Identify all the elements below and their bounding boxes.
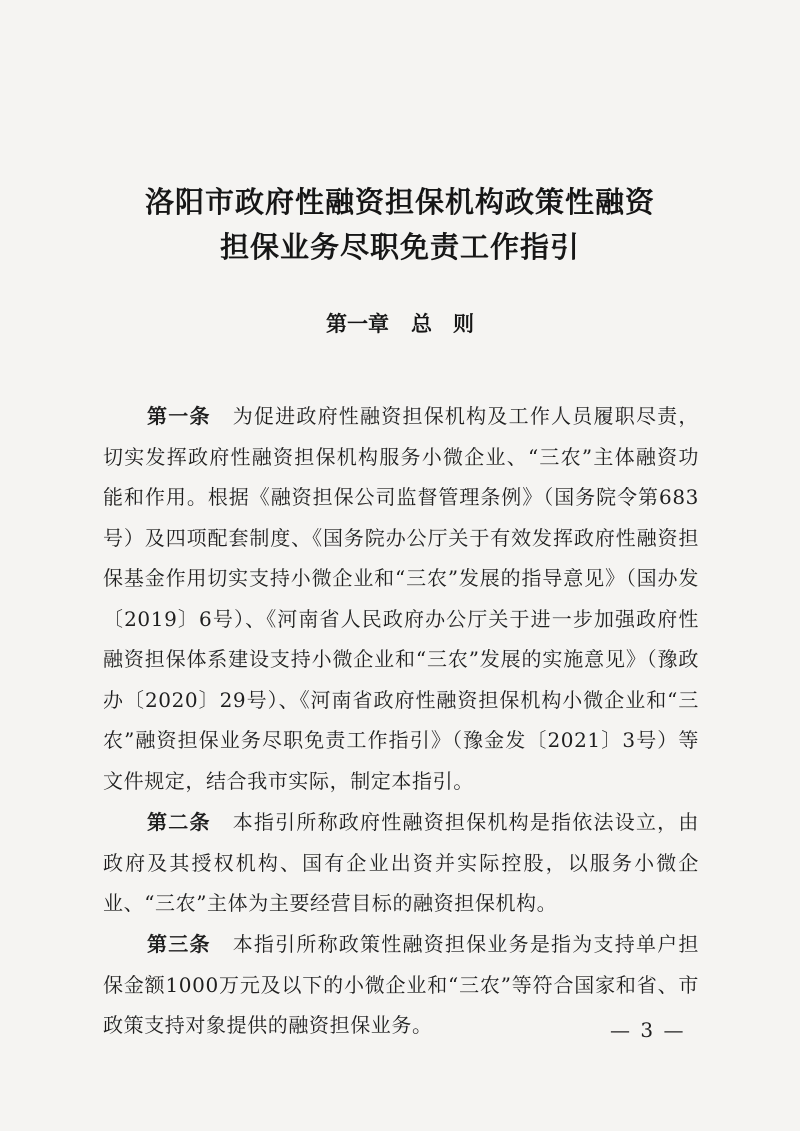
article-2-label: 第二条 [147, 810, 211, 834]
chapter-name: 总 则 [411, 312, 474, 336]
article-2-text: 本指引所称政府性融资担保机构是指依法设立，由政府及其授权机构、国有企业出资并实际控股，以服务小微企业、“三农”主体为主要经营目标的融资担保机构。 [103, 810, 699, 915]
article-1-label: 第一条 [147, 404, 211, 428]
article-3-label: 第三条 [147, 932, 211, 956]
article-1-text: 为促进政府性融资担保机构及工作人员履职尽责，切实发挥政府性融资担保机构服务小微企业、“三农”主体融资功能和作用。根据《融资担保公司监督管理条例》（国务院令第683号）及四项配套制度、《国务院办公厅关于有效发挥政府性融资担保基金作用切实支持小微企业和“三农”发展的指导意见》（国办发〔2019〕6号）、《河南省人民政府办公厅关于进一步加强政府性融资担保体系建设支持小微企业和“三农”发展的实施意见》（豫政办〔2020〕29号）、《河南省政府性融资担保机构小微企业和“三农”融资担保业务尽职免责工作指引》（豫金发〔2021〕3号）等文件规定，结合我市实际，制定本指引。 [103, 404, 699, 793]
article-3-text: 本指引所称政策性融资担保业务是指为支持单户担保金额1000万元及以下的小微企业和“三农”等符合国家和省、市政策支持对象提供的融资担保业务。 [103, 932, 699, 1037]
article-2 [103, 802, 699, 924]
document-title-line-1: 洛阳市政府性融资担保机构政策性融资 [144, 185, 655, 219]
chapter-heading [0, 308, 800, 338]
chapter-number: 第一章 [326, 312, 389, 336]
document-title-line-2: 担保业务尽职免责工作指引 [219, 230, 580, 264]
article-1 [103, 396, 699, 801]
page-number: — 3 — [610, 1018, 686, 1042]
